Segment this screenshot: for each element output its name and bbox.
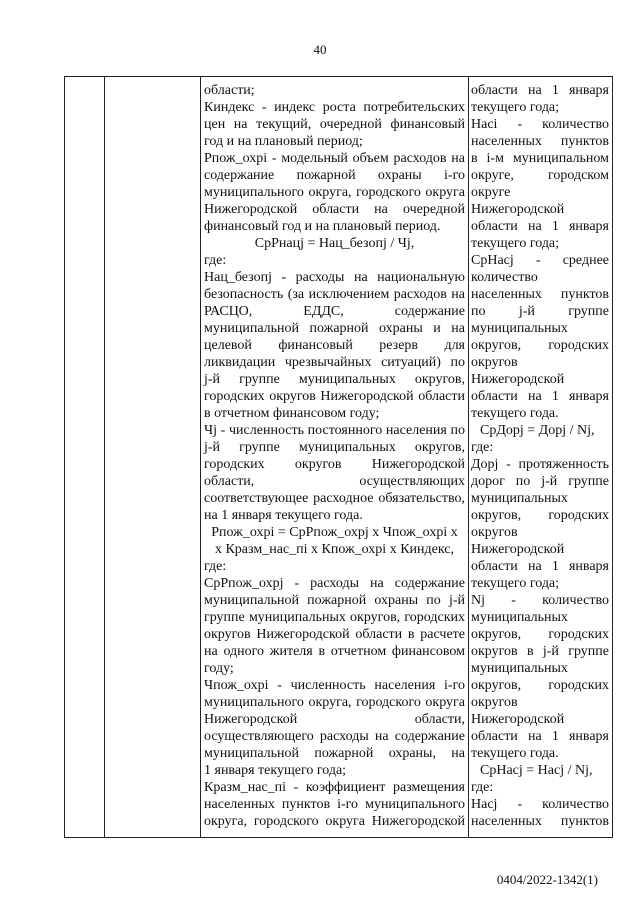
text-line: где: bbox=[204, 559, 227, 574]
text-line: Nj - количество bbox=[471, 593, 609, 608]
text-line: муниципальной пожарной охраны и на bbox=[204, 321, 465, 336]
text-line: муниципальной пожарной охраны по j-й bbox=[204, 593, 465, 608]
table-cell-source bbox=[469, 77, 613, 838]
text-line: Нижегородской bbox=[471, 542, 565, 557]
text-line: текущего года; bbox=[471, 100, 560, 115]
text-line: округов, городских bbox=[471, 338, 609, 353]
text-line: округов bbox=[471, 525, 518, 540]
text-line: финансовый год и на плановый период. bbox=[204, 219, 441, 234]
text-line: городских округов Нижегородской bbox=[204, 457, 465, 472]
text-line: Чпож_охрi - численность населения i-го bbox=[204, 678, 465, 693]
text-line: текущего года. bbox=[471, 406, 559, 421]
text-line: Нижегородской bbox=[471, 372, 565, 387]
text-line: где: bbox=[471, 440, 494, 455]
text-line: СрРнацj = Нац_безопj / Чj, bbox=[254, 236, 415, 251]
text-line: муниципальных bbox=[471, 321, 568, 336]
text-line: осуществляющего расходы на содержание bbox=[204, 729, 465, 744]
text-line: год и на плановый период; bbox=[204, 134, 363, 149]
text-line: Насj - количество bbox=[471, 797, 609, 812]
table-cell-name bbox=[105, 77, 201, 838]
text-line: округов, городских bbox=[471, 627, 609, 642]
text-line: округов bbox=[471, 355, 518, 370]
text-line: области на 1 января bbox=[471, 219, 609, 234]
text-line: на 1 января текущего года. bbox=[204, 508, 363, 523]
text-line: текущего года; bbox=[471, 576, 560, 591]
text-line: Насi - количество bbox=[471, 117, 609, 132]
text-line: муниципальных bbox=[471, 610, 568, 625]
text-line: населенных пунктов bbox=[471, 134, 609, 149]
text-line: округе, городском bbox=[471, 168, 609, 183]
text-line: муниципального округа, городского округа bbox=[204, 695, 465, 710]
text-line: области, осуществляющих bbox=[204, 474, 465, 489]
text-line: группе муниципальных округов, городских bbox=[204, 610, 465, 625]
text-line: j-й группе муниципальных округов, bbox=[204, 440, 465, 455]
text-line: СрДорj = Дорj / Nj, bbox=[480, 423, 595, 438]
text-line: Рпож_охрi - модельный объем расходов на bbox=[204, 151, 465, 166]
text-line: СрНасj - среднее bbox=[471, 253, 609, 268]
text-line: Нац_безопj - расходы на национальную bbox=[204, 270, 465, 285]
text-line: Нижегородской bbox=[471, 712, 565, 727]
text-line: СрРпож_охрj - расходы на содержание bbox=[204, 576, 465, 591]
text-line: округов Нижегородской области в расчете bbox=[204, 627, 465, 642]
table-row bbox=[65, 77, 613, 838]
text-line: целевой финансовый резерв для bbox=[204, 338, 465, 353]
text-line: текущего года; bbox=[471, 236, 560, 251]
text-line: области на 1 января bbox=[471, 389, 609, 404]
text-line: текущего года. bbox=[471, 746, 559, 761]
text-line: Нижегородской области на очередной bbox=[204, 202, 465, 217]
table-cell-number bbox=[65, 77, 105, 838]
text-line: где: bbox=[204, 253, 227, 268]
text-line: Рпож_охрi = СрРпож_охрj x Чпож_охрi x bbox=[211, 525, 458, 540]
text-line: муниципальных bbox=[471, 491, 568, 506]
text-line: j-й группе муниципальных округов, bbox=[204, 372, 465, 387]
text-line: СрНасj = Насj / Nj, bbox=[480, 763, 593, 778]
text-line: городских округов Нижегородской области bbox=[204, 389, 465, 404]
text-line: ликвидации чрезвычайных ситуаций) по bbox=[204, 355, 465, 370]
text-line: соответствующее расходное обязательство, bbox=[204, 491, 465, 506]
text-line: округе bbox=[471, 185, 511, 200]
formula-text-block bbox=[201, 77, 468, 830]
text-line: где: bbox=[471, 780, 494, 795]
text-line: округа, городского округа Нижегородской bbox=[204, 814, 465, 829]
text-line: количество bbox=[471, 270, 538, 285]
text-line: содержание пожарной охраны i-го bbox=[204, 168, 465, 183]
text-line: области на 1 января bbox=[471, 559, 609, 574]
text-line: дорог по j-й группе bbox=[471, 474, 609, 489]
text-line: в i-м муниципальном bbox=[471, 151, 609, 166]
text-line: 1 января текущего года; bbox=[204, 763, 347, 778]
text-line: Нижегородской области, bbox=[204, 712, 465, 727]
page-number: 40 bbox=[313, 42, 327, 57]
text-line: муниципальной пожарной охраны, на bbox=[204, 746, 465, 761]
text-line: году; bbox=[204, 661, 234, 676]
text-line: округов в j-й группе bbox=[471, 644, 609, 659]
text-line: области; bbox=[204, 83, 255, 98]
document-code: 0404/2022-1342(1) bbox=[496, 872, 598, 887]
text-line: Киндекс - индекс роста потребительских bbox=[204, 100, 465, 115]
document-table bbox=[64, 76, 613, 838]
text-line: населенных пунктов bbox=[471, 287, 609, 302]
text-line: муниципальных bbox=[471, 661, 568, 676]
text-line: Нижегородской bbox=[471, 202, 565, 217]
text-line: цен на текущий, очередной финансовый bbox=[204, 117, 465, 132]
text-line: округов bbox=[471, 695, 518, 710]
text-line: населенных пунктов bbox=[471, 814, 609, 829]
text-line: области на 1 января bbox=[471, 729, 609, 744]
text-line: по j-й группе bbox=[471, 304, 609, 319]
source-text-block bbox=[469, 77, 612, 830]
text-line: округов, городских bbox=[471, 678, 609, 693]
text-line: Кразм_нас_пi - коэффициент размещения bbox=[204, 780, 465, 795]
text-line: РАСЦО, ЕДДС, содержание bbox=[204, 304, 465, 319]
text-line: Дорj - протяженность bbox=[471, 457, 609, 472]
text-line: округов, городских bbox=[471, 508, 609, 523]
text-line: Чj - численность постоянного населения по bbox=[204, 423, 465, 438]
text-line: x Кразм_нас_пi x Кпож_охрi x Киндекс, bbox=[214, 542, 455, 557]
text-line: муниципального округа, городского округа bbox=[204, 185, 465, 200]
text-line: в отчетном финансовом году; bbox=[204, 406, 380, 421]
text-line: населенных пунктов i-го муниципального bbox=[204, 797, 465, 812]
table-cell-formula bbox=[201, 77, 469, 838]
text-line: безопасность (за исключением расходов на bbox=[204, 287, 465, 302]
text-line: области на 1 января bbox=[471, 83, 609, 98]
text-line: на одного жителя в отчетном финансовом bbox=[204, 644, 465, 659]
